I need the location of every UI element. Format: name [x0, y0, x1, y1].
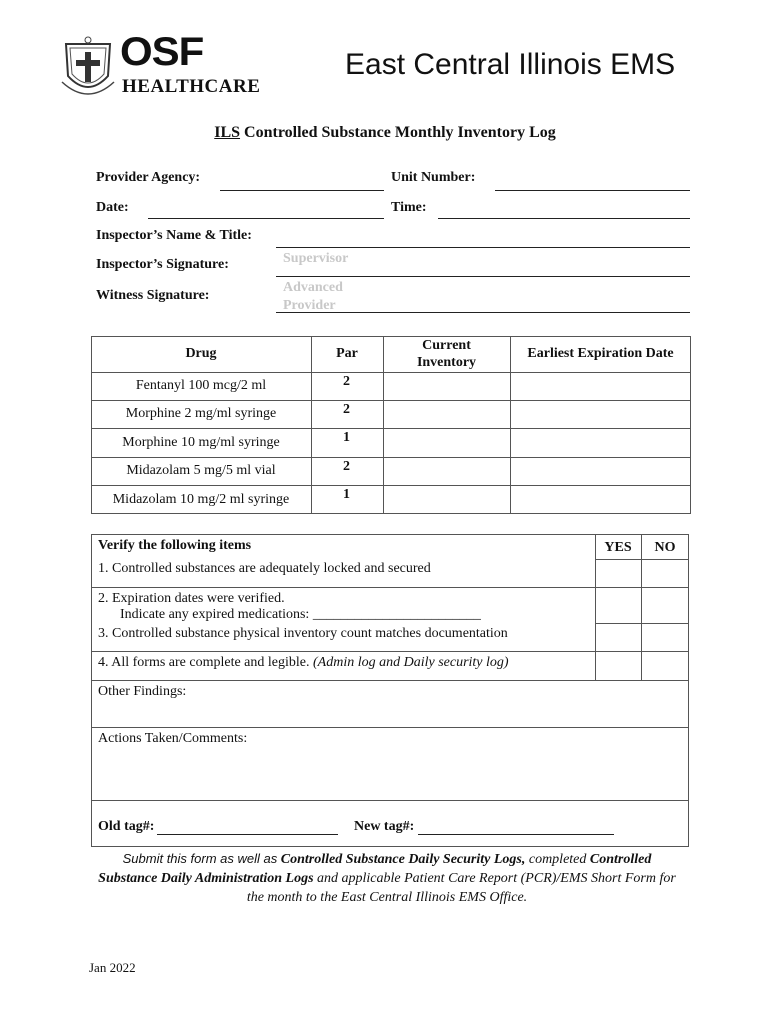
expiration-column-header: Earliest Expiration Date	[527, 346, 674, 361]
drug-name-cell: Morphine 2 mg/ml syringe	[125, 406, 277, 421]
witness-hint-line-2: Provider	[283, 298, 336, 313]
document-title-emph: ILS	[214, 124, 241, 141]
instructions-part-2: Controlled Substance Daily Security Logs,	[280, 852, 526, 867]
verify-item-4	[98, 655, 509, 671]
expiration-date-cell[interactable]	[511, 486, 691, 514]
verify-item-4-yes-checkbox[interactable]	[596, 652, 641, 680]
submission-instructions	[96, 849, 678, 907]
logo-brand: OSF	[120, 30, 204, 74]
actions-taken-label: Actions Taken/Comments:	[98, 731, 248, 746]
expiration-date-cell[interactable]	[511, 429, 691, 457]
current-inventory-cell[interactable]	[384, 401, 510, 428]
verify-item-3-no-checkbox[interactable]	[642, 624, 689, 651]
witness-signature-hint	[283, 279, 343, 315]
inspector-name-label: Inspector’s Name & Title:	[96, 228, 252, 243]
time-label: Time:	[391, 200, 427, 215]
par-cell: 2	[343, 459, 350, 474]
inspector-signature-label: Inspector’s Signature:	[96, 257, 229, 272]
verify-heading: Verify the following items	[98, 538, 252, 553]
par-cell: 2	[343, 402, 350, 417]
verify-item-1-yes-checkbox[interactable]	[596, 560, 641, 587]
verify-item-2-yes-checkbox[interactable]	[596, 588, 641, 623]
document-title	[0, 124, 770, 142]
date-label: Date:	[96, 200, 129, 215]
inspector-name-field[interactable]	[276, 247, 690, 248]
time-field[interactable]	[438, 218, 690, 219]
inspector-signature-hint: Supervisor	[283, 251, 349, 266]
verify-item-2-no-checkbox[interactable]	[642, 588, 689, 623]
revision-date: Jan 2022	[89, 960, 136, 975]
verify-item-1: 1. Controlled substances are adequately locked and secured	[98, 561, 431, 576]
verify-item-1-no-checkbox[interactable]	[642, 560, 689, 587]
expiration-date-cell[interactable]	[511, 458, 691, 485]
current-inventory-cell[interactable]	[384, 373, 510, 400]
current-inventory-header	[383, 336, 510, 372]
current-inventory-header-line2: Inventory	[416, 355, 477, 370]
par-cell: 1	[343, 430, 350, 445]
inspector-signature-field[interactable]	[276, 276, 690, 277]
witness-hint-line-1: Advanced	[283, 280, 343, 295]
witness-signature-field[interactable]	[276, 312, 690, 313]
current-inventory-cell[interactable]	[384, 429, 510, 457]
expiration-date-cell[interactable]	[511, 373, 691, 400]
old-tag-field[interactable]	[157, 834, 338, 835]
unit-number-field[interactable]	[495, 190, 690, 191]
verify-item-4-no-checkbox[interactable]	[642, 652, 689, 680]
witness-signature-label: Witness Signature:	[96, 288, 210, 303]
drug-name-cell: Fentanyl 100 mcg/2 ml	[135, 378, 267, 393]
expiration-date-cell[interactable]	[511, 401, 691, 428]
verify-item-2-expired: Indicate any expired medications: ________________________	[120, 607, 481, 622]
date-field[interactable]	[148, 218, 384, 219]
other-findings-field[interactable]	[92, 702, 688, 726]
no-column-header: NO	[654, 539, 676, 555]
verify-item-4-text: 4. All forms are complete and legible.	[98, 655, 310, 670]
verify-item-3-yes-checkbox[interactable]	[596, 624, 641, 651]
instructions-part-3: completed	[528, 852, 587, 867]
logo-subtitle: HEALTHCARE	[122, 76, 261, 97]
other-findings-label: Other Findings:	[98, 684, 187, 699]
actions-taken-field[interactable]	[92, 750, 688, 799]
par-column-header: Par	[336, 346, 358, 361]
provider-agency-field[interactable]	[220, 190, 384, 191]
verify-item-2: 2. Expiration dates were verified.	[98, 591, 285, 606]
par-cell: 1	[343, 487, 350, 502]
document-title-rest: Controlled Substance Monthly Inventory Log	[240, 124, 556, 141]
instructions-part-4: Controlled Substance Daily Administration Logs	[98, 852, 652, 886]
par-cell: 2	[343, 374, 350, 389]
provider-agency-label: Provider Agency:	[96, 170, 201, 185]
verify-item-4-note: (Admin log and Daily security log)	[313, 655, 509, 670]
instructions-part-5: and applicable Patient Care Report (PCR)/EMS Short Form for the month to the East Central Illinois EMS Office.	[246, 871, 676, 905]
new-tag-field[interactable]	[418, 834, 614, 835]
instructions-part-1: Submit this form as well as	[122, 851, 278, 866]
crest-seal-icon	[60, 36, 116, 102]
current-inventory-header-line1: Current	[422, 338, 471, 353]
new-tag-label: New tag#:	[354, 819, 415, 834]
current-inventory-cell[interactable]	[384, 458, 510, 485]
osf-logo	[60, 30, 261, 106]
current-inventory-cell[interactable]	[384, 486, 510, 514]
verify-item-3: 3. Controlled substance physical inventory count matches documentation	[98, 626, 508, 641]
organization-title: East Central Illinois EMS	[345, 48, 676, 81]
drug-column-header: Drug	[185, 346, 217, 361]
yes-column-header: YES	[604, 539, 632, 555]
drug-name-cell: Midazolam 10 mg/2 ml syringe	[112, 491, 290, 507]
old-tag-label: Old tag#:	[98, 819, 155, 834]
unit-number-label: Unit Number:	[391, 170, 476, 185]
drug-name-cell: Morphine 10 mg/ml syringe	[122, 434, 280, 450]
drug-name-cell: Midazolam 5 mg/5 ml vial	[126, 463, 276, 478]
